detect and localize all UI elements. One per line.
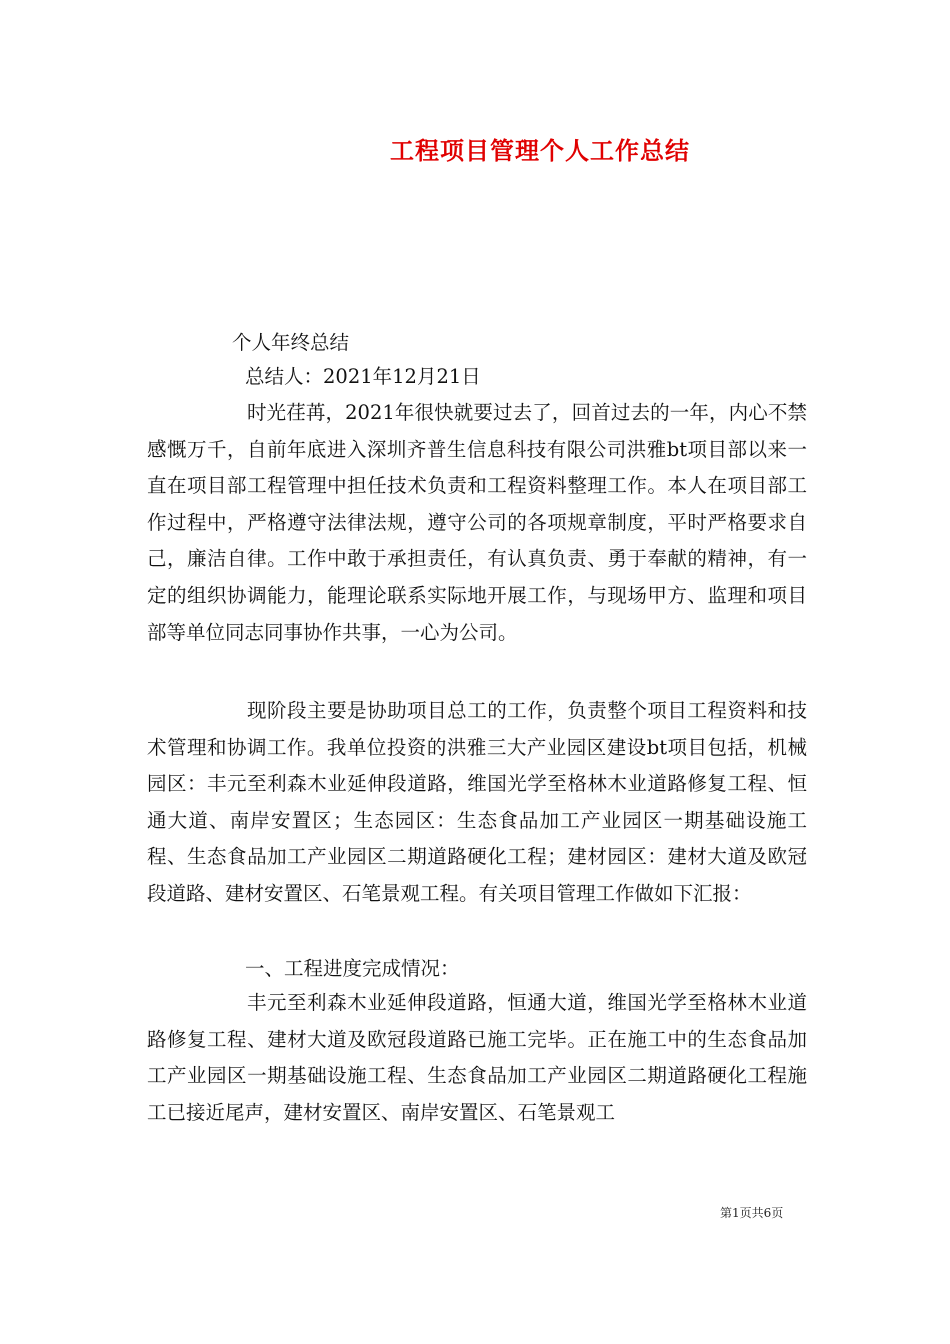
author-date-line: 总结人：2021年12月21日 xyxy=(245,365,481,388)
paragraph-current-work: 现阶段主要是协助项目总工的工作，负责整个项目工程资料和技术管理和协调工作。我单位投资的洪雅三大产业园区建设bt项目包括，机械园区：丰元至利森木业延伸段道路，维国光学至格林木业道路修复工程、恒通大道、南岸安置区；生态园区：生态食品加工产业园区一期基础设施工程、生态食品加工产业园区二期道路硬化工程；建材园区：建材大道及欧冠段道路、建材安置区、石笔景观工程。有关项目管理工作做如下汇报： xyxy=(147,699,807,905)
section-heading-progress: 一、工程进度完成情况： xyxy=(245,957,460,980)
paragraph-progress: 丰元至利森木业延伸段道路，恒通大道，维国光学至格林木业道路修复工程、建材大道及欧冠段道路已施工完毕。正在施工中的生态食品加工产业园区一期基础设施工程、生态食品加工产业园区二期道路硬化工程施工已接近尾声，建材安置区、南岸安置区、石笔景观工 xyxy=(147,991,807,1124)
document-subtitle: 个人年终总结 xyxy=(232,331,350,354)
page-number-footer: 第1页共6页 xyxy=(720,1206,784,1220)
document-title: 工程项目管理个人工作总结 xyxy=(390,137,690,165)
paragraph-intro: 时光荏苒，2021年很快就要过去了，回首过去的一年，内心不禁感慨万千，自前年底进入深圳齐普生信息科技有限公司洪雅bt项目部以来一直在项目部工程管理中担任技术负责和工程资料整理工作。本人在项目部工作过程中，严格遵守法律法规，遵守公司的各项规章制度，平时严格要求自己，廉洁自律。工作中敢于承担责任，有认真负责、勇于奉献的精神，有一定的组织协调能力，能理论联系实际地开展工作，与现场甲方、监理和项目部等单位同志同事协作共事，一心为公司。 xyxy=(147,401,807,644)
